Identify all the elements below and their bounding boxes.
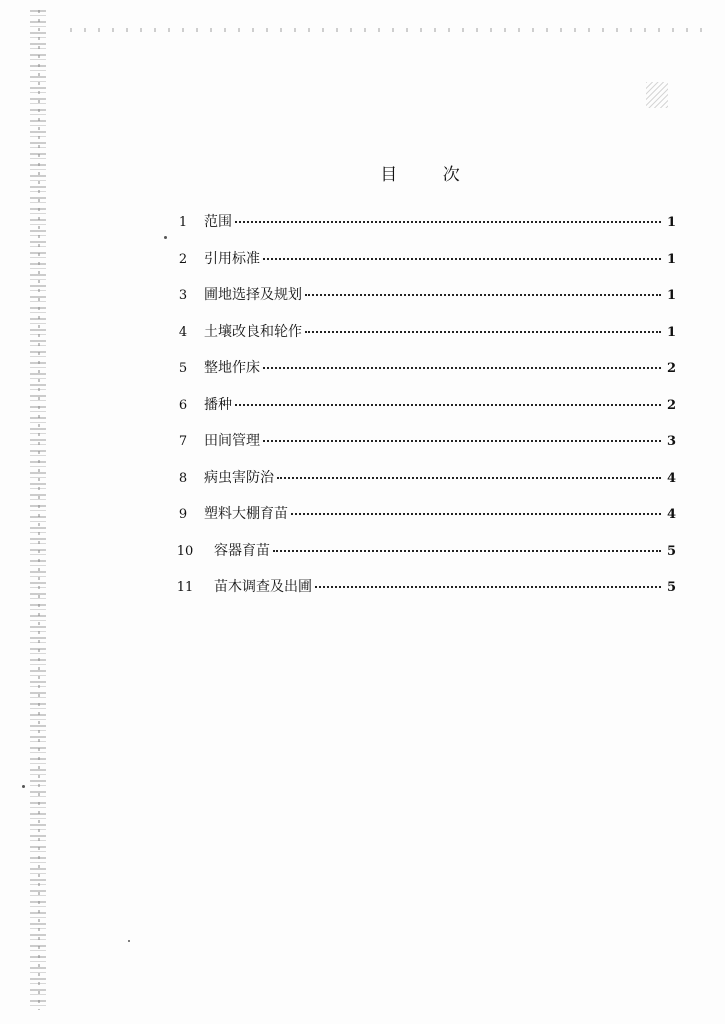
toc-entry-number: 8 <box>178 470 188 486</box>
dot-leader <box>305 331 661 333</box>
toc-entry-label: 田间管理 <box>204 433 260 449</box>
toc-entry-label: 病虫害防治 <box>204 469 274 486</box>
toc-entry[interactable] <box>170 395 676 432</box>
toc-entry-label: 土壤改良和轮作 <box>204 323 302 340</box>
toc-entry-label: 苗木调查及出圃 <box>214 579 312 595</box>
toc-entry-number: 4 <box>178 324 188 340</box>
toc-entry-label: 引用标准 <box>204 250 260 267</box>
toc-entry-page: 5 <box>666 580 676 595</box>
toc-entry-label: 播种 <box>204 396 232 413</box>
toc-entry-label: 范围 <box>204 214 232 230</box>
scan-speck <box>22 785 25 788</box>
toc-entry-number: 3 <box>178 288 188 303</box>
toc-entry-label: 容器育苗 <box>214 542 270 559</box>
dot-leader <box>235 221 661 223</box>
toc-entry-number: 9 <box>178 507 188 522</box>
dot-leader <box>305 294 661 296</box>
toc-entry[interactable] <box>170 358 676 395</box>
toc-entry-number: 1 <box>178 215 188 230</box>
toc-entry[interactable] <box>170 541 676 578</box>
dot-leader <box>315 586 661 588</box>
toc-entry-number: 2 <box>178 251 188 267</box>
toc-entry[interactable] <box>170 322 676 359</box>
toc-entry[interactable] <box>170 577 676 614</box>
toc-entry-page: 4 <box>666 470 676 486</box>
toc-entry-page: 2 <box>666 361 676 376</box>
toc-entry-page: 4 <box>666 507 676 522</box>
table-of-contents <box>170 212 676 614</box>
toc-entry[interactable] <box>170 431 676 468</box>
toc-entry[interactable] <box>170 504 676 541</box>
toc-entry-label: 圃地选择及规划 <box>204 287 302 303</box>
toc-entry-label: 塑料大棚育苗 <box>204 506 288 522</box>
scan-noise <box>70 28 710 32</box>
toc-entry-page: 3 <box>666 434 676 449</box>
toc-entry[interactable] <box>170 285 676 322</box>
toc-entry-page: 1 <box>666 251 676 267</box>
toc-entry-page: 2 <box>666 397 676 413</box>
toc-title: 目 次 <box>380 165 480 185</box>
toc-entry[interactable] <box>170 468 676 505</box>
toc-entry-page: 1 <box>666 324 676 340</box>
dot-leader <box>263 440 661 442</box>
dot-leader <box>273 550 661 552</box>
toc-entry-page: 1 <box>666 215 676 230</box>
toc-entry-number: 5 <box>178 361 188 376</box>
scan-speck <box>128 940 130 942</box>
toc-entry-number: 10 <box>176 543 194 559</box>
toc-entry-page: 5 <box>666 543 676 559</box>
toc-entry[interactable] <box>170 212 676 249</box>
dot-leader <box>235 404 661 406</box>
toc-entry-label: 整地作床 <box>204 360 260 376</box>
toc-entry-number: 11 <box>176 580 194 595</box>
dot-leader <box>263 258 661 260</box>
scan-speck <box>164 236 167 239</box>
toc-entry-number: 6 <box>178 397 188 413</box>
dot-leader <box>277 477 661 479</box>
dot-leader <box>263 367 661 369</box>
toc-entry-page: 1 <box>666 288 676 303</box>
scan-smudge <box>646 82 668 108</box>
toc-entry-number: 7 <box>178 434 188 449</box>
toc-entry[interactable] <box>170 249 676 286</box>
dot-leader <box>291 513 661 515</box>
